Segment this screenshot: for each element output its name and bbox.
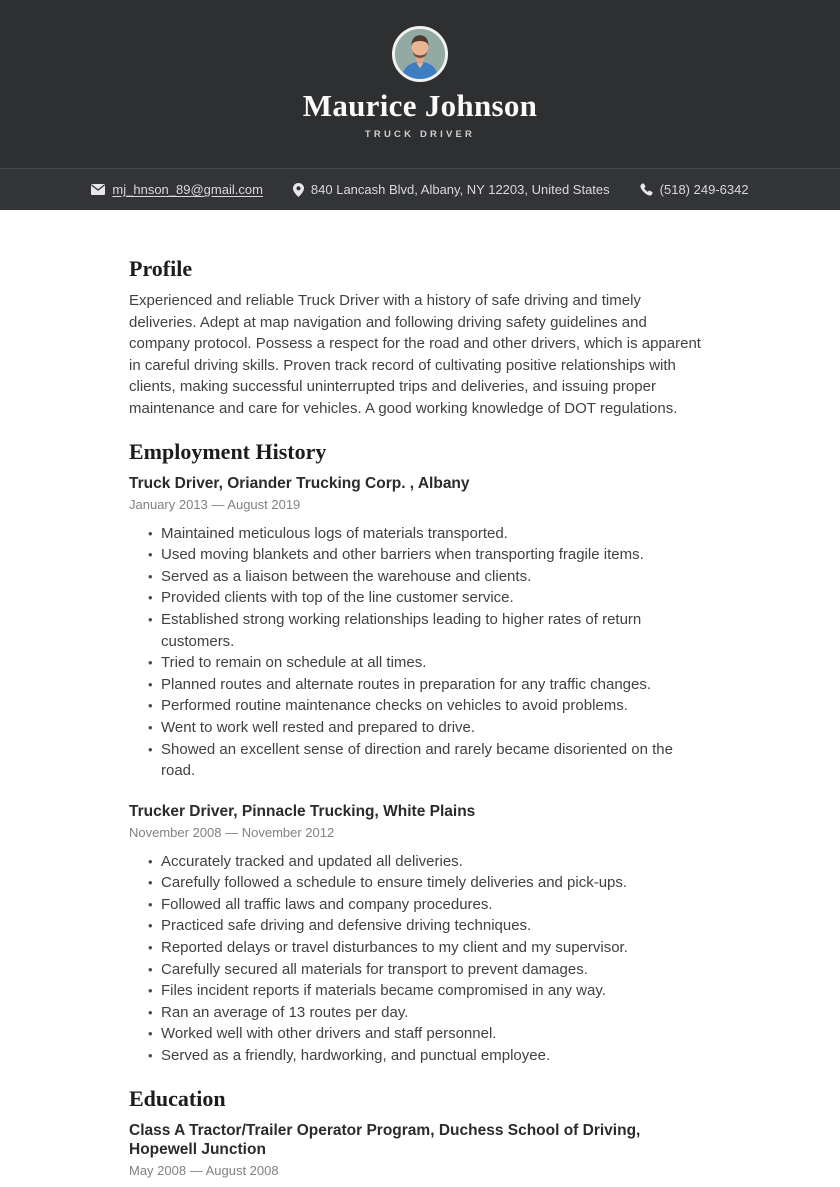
job-bullet-list [148, 851, 711, 1067]
education-heading: Education [129, 1085, 226, 1111]
job-entry-oriander [129, 474, 711, 782]
job-dates: November 2008 — November 2012 [129, 824, 335, 840]
job-dates: January 2013 — August 2019 [129, 496, 301, 512]
section-education [129, 1086, 711, 1179]
job-title: Truck Driver, Oriander Trucking Corp. , Albany [129, 474, 470, 492]
job-entry-pinnacle [129, 802, 711, 1067]
job-bullet-list [148, 523, 711, 782]
person-avatar-icon [395, 29, 445, 79]
list-item: • Served as a friendly, hardworking, and punctual employee. [148, 1045, 711, 1067]
job-title: Trucker Driver, Pinnacle Trucking, White Plains [129, 802, 476, 820]
profile-summary: Experienced and reliable Truck Driver with a history of safe driving and timely deliveries. Adept at map navigation and following driving safety guidelines and company protocol. Possess a respect for the road and other drivers, which is apparent in careful driving skills. Proven track record of cultivating positive relationships with clients, making successful uninterrupted trips and deliveries, and issuing proper maintenance and care for vehicles. A good working knowledge of DOT regulations. [129, 292, 701, 417]
list-item: • Practiced safe driving and defensive driving techniques. [148, 915, 711, 937]
section-employment-history [129, 439, 711, 1067]
list-item: • Performed routine maintenance checks on vehicles to avoid problems. [148, 695, 711, 717]
list-item: • Used moving blankets and other barriers when transporting fragile items. [148, 544, 711, 566]
list-item: • Planned routes and alternate routes in preparation for any traffic changes. [148, 674, 711, 696]
email-link[interactable]: mj_hnson_89@gmail.com [112, 182, 263, 197]
profile-heading: Profile [129, 256, 193, 281]
phone-icon [640, 183, 653, 196]
employment-heading: Employment History [129, 438, 327, 464]
location-pin-icon [293, 183, 304, 197]
list-item: • Ran an average of 13 routes per day. [148, 1002, 711, 1024]
contact-bar [0, 168, 840, 210]
list-item: • Established strong working relationships leading to higher rates of return customers. [148, 609, 711, 652]
list-item: • Followed all traffic laws and company procedures. [148, 894, 711, 916]
list-item: • Reported delays or travel disturbances to my client and my supervisor. [148, 937, 711, 959]
address-text: 840 Lancash Blvd, Albany, NY 12203, United States [310, 182, 610, 197]
contact-email [91, 182, 263, 197]
education-dates: May 2008 — August 2008 [129, 1162, 279, 1178]
resume-body [0, 210, 840, 1179]
education-degree: Class A Tractor/Trailer Operator Program, Duchess School of Driving, Hopewell Junction [129, 1121, 641, 1158]
list-item: • Carefully followed a schedule to ensure timely deliveries and pick-ups. [148, 872, 711, 894]
list-item: • Files incident reports if materials became compromised in any way. [148, 980, 711, 1002]
list-item: • Tried to remain on schedule at all times. [148, 652, 711, 674]
list-item: • Accurately tracked and updated all deliveries. [148, 851, 711, 873]
contact-address [293, 182, 610, 197]
list-item: • Worked well with other drivers and staff personnel. [148, 1023, 711, 1045]
contact-phone [640, 182, 749, 197]
list-item: • Went to work well rested and prepared to drive. [148, 717, 711, 739]
resume-header [0, 0, 840, 168]
list-item: • Carefully secured all materials for transport to prevent damages. [148, 959, 711, 981]
list-item: • Provided clients with top of the line customer service. [148, 587, 711, 609]
section-profile [129, 256, 711, 420]
candidate-job-title: TRUCK DRIVER [364, 129, 476, 140]
candidate-name: Maurice Johnson [302, 88, 538, 123]
email-icon [91, 184, 105, 195]
profile-photo [392, 26, 448, 82]
list-item: • Maintained meticulous logs of materials transported. [148, 523, 711, 545]
list-item: • Served as a liaison between the warehouse and clients. [148, 566, 711, 588]
list-item: • Showed an excellent sense of direction and rarely became disoriented on the road. [148, 739, 711, 782]
phone-text: (518) 249-6342 [659, 182, 749, 197]
